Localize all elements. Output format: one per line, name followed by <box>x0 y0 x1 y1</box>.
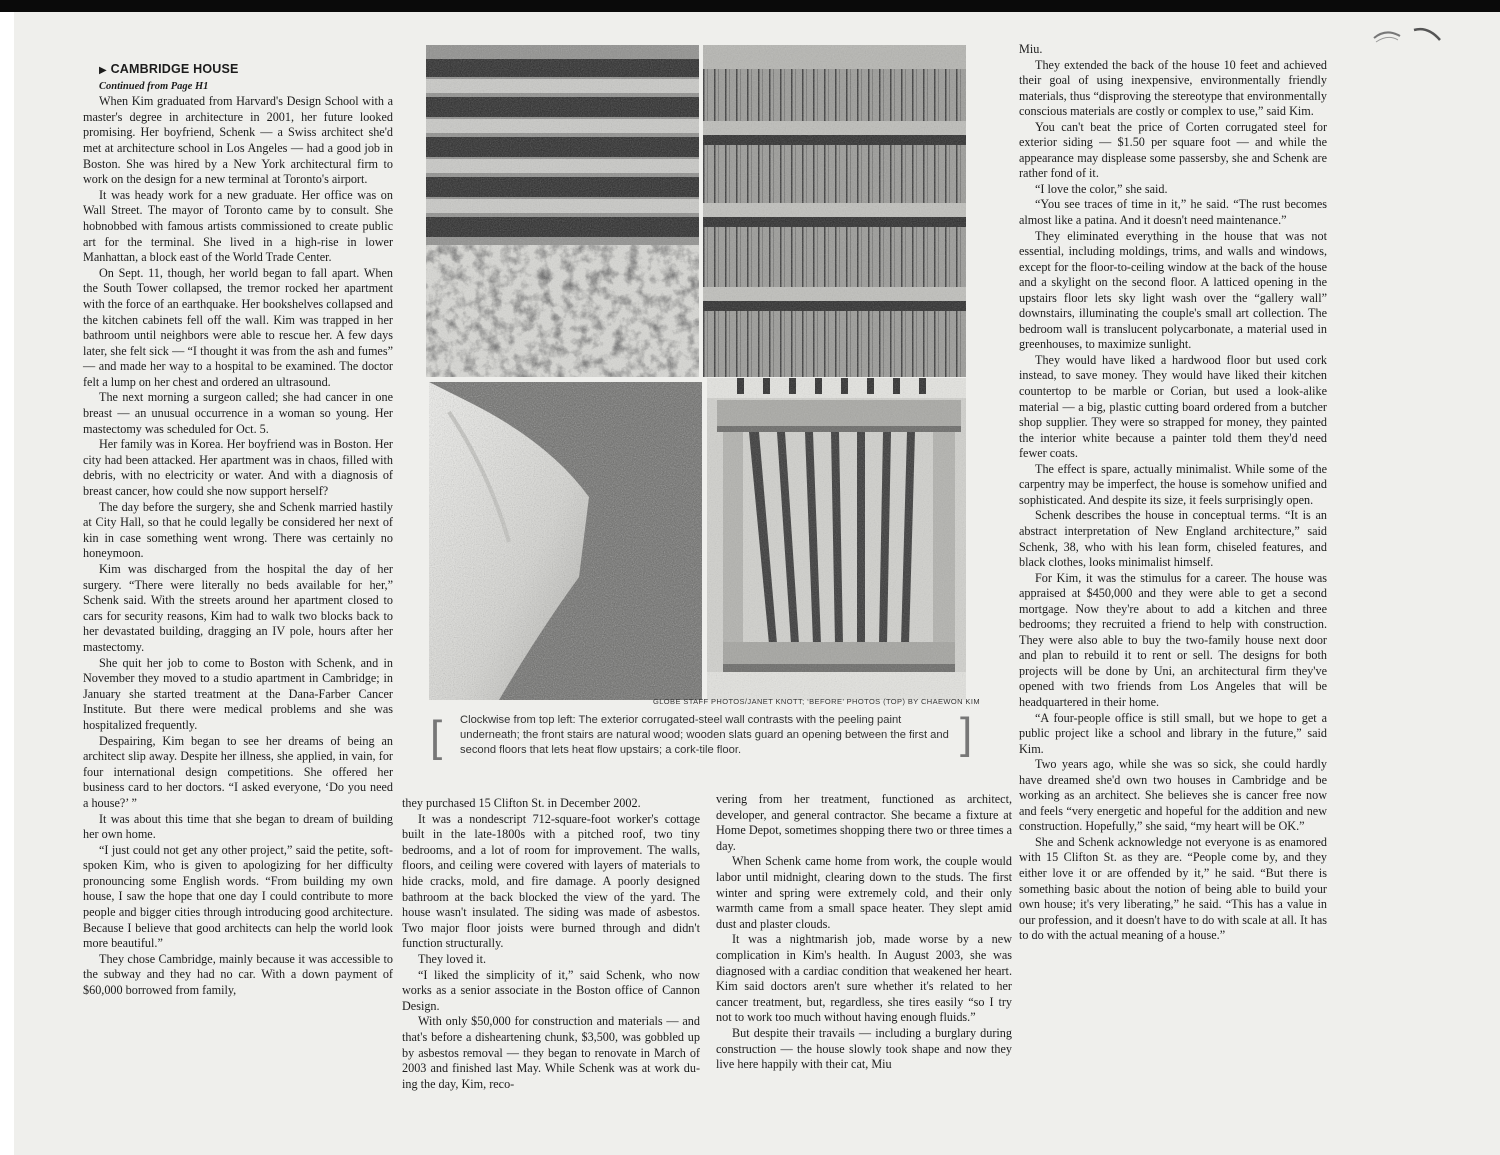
scan-top-edge <box>0 0 1500 12</box>
paragraph: “I just could not get any other project,” said the petite, soft-spoken Kim, who is given to apologizing for her difficulty pronouncing some English words. “From building my own house, I saw the hope that one day I could contribute to more people and bigger cities through introducing good architecture. Because I believe that good architects can help the world look more beautiful.” <box>83 842 393 951</box>
paragraph: “A four-people office is still small, but we hope to get a public project like a school and library in the future,” said Kim. <box>1019 710 1327 756</box>
newspaper-page <box>14 12 1500 1155</box>
paragraph: Kim was discharged from the hospital the day of her surgery. “There were literally no beds available for her,” Schenk said. With the streets around her apartment closed to cars for security reasons, Kim had to walk two blocks back to her devastated building, dragging an IV pole, hours after her mastectomy. <box>83 562 393 654</box>
paragraph: They would have liked a hardwood floor but used cork instead, to save money. They would have liked their kitchen countertop to be marble or Corian, but used a look-alike material — a big, plastic cutting board ordered from a butcher shop supplier. They were so strapped for money, they painted the interior white because a painter told them they'd need fewer coats. <box>1019 352 1327 461</box>
paragraph: The next morning a surgeon called; she had cancer in one breast — an unusual occurrence in a woman so young. Her mastectomy was scheduled for Oct. 5. <box>83 390 393 436</box>
paragraph: For Kim, it was the stimulus for a career. The house was appraised at $450,000 and they were able to get a second mortgage. Now they're about to add a kitchen and three bedrooms; they recruited a friend to help with construction. They were also able to buy the two-family house next door and plan to rebuild it to rent or sell. The designs for both projects will be done by Uni, an architectural firm they've opened with two friends from Los Angeles that will be headquartered in their home. <box>1019 570 1327 709</box>
paragraph: vering from her treatment, functioned as architect, developer, and general contractor. She became a fixture at Home Depot, sometimes shopping there two or three times a day. <box>716 792 1012 853</box>
photo-caption: Clockwise from top left: The exterior corrugated-steel wall contrasts with the peeling paint underneath; the front stairs are natural wood; wooden slats guard an opening between the first and second floors that lets heat flow upstairs; a cork-tile floor. <box>460 714 949 756</box>
scan-mark <box>1370 22 1450 52</box>
continued-line: Continued from Page H1 <box>99 80 209 92</box>
section-kicker <box>83 62 393 79</box>
paragraph: When Schenk came home from work, the couple would labor until midnight, clearing down to the studs. The first winter and spring were extremely cold, and their only warmth came from a small space heater. They slept amid dust and plaster clouds. <box>716 854 1012 931</box>
caption-bracket-right: ] <box>960 709 973 758</box>
paragraph: She and Schenk acknowledge not everyone is as enamored with 15 Clifton St. as they are. “People come by, and they either love it or are offended by it,” he said. “But there is something basic about the notion of being able to build your own house; it's very liberating,” he said. “This has a value in our profession, and it doesn't have to do with scale at all. It has to do with the actual meaning of a house.” <box>1019 834 1327 943</box>
paragraph: When Kim graduated from Harvard's Design School with a master's degree in architecture in 2001, her future looked promising. Her boyfriend, Schenk — a Swiss architect she'd met at architecture school in Los Angeles — had a good job in Boston. She was hired by a New York architectural firm to work on the design for a new terminal at Toronto's airport. <box>83 94 393 187</box>
paragraph: It was about this time that she began to dream of building her own home. <box>83 811 393 842</box>
paragraph: Despairing, Kim began to see her dreams of being an architect slip away. Despite her illness, she applied, in vain, for four international design competitions. She offered her business card to her doctors. “I asked everyone, ‘Do you need a house?’ ” <box>83 733 393 810</box>
paragraph: they purchased 15 Clifton St. in December 2002. <box>402 796 641 810</box>
paragraph: They loved it. <box>418 951 487 966</box>
kicker-label: CAMBRIDGE HOUSE <box>110 62 239 76</box>
article-column-1 <box>83 62 393 999</box>
paragraph: “I liked the simplicity of it,” said Schenk, who now works as a senior associate in the Boston office of Cannon Design. <box>402 967 700 1013</box>
paragraph: But despite their travails — including a burglary during construction — the house slowly took shape and now they live here happily with their cat, Miu <box>716 1025 1012 1072</box>
paragraph: “I love the color,” she said. <box>1035 181 1168 196</box>
paragraph: “You see traces of time in it,” he said. “The rust becomes almost like a patina. And it doesn't need maintenance.” <box>1019 197 1327 228</box>
article-column-2 <box>402 796 700 1092</box>
article-column-4 <box>1019 42 1327 944</box>
paragraph: Two years ago, while she was so sick, she could hardly have dreamed she'd own two houses in Cambridge and be working as an architect. She believes she is cancer free now and feels “very energetic and hopeful for the addition and new construction. Hopefully,” she said, “my heart will be OK.” <box>1019 757 1327 834</box>
paragraph: They chose Cambridge, mainly because it was accessible to the subway and they had no car. With a down payment of $60,000 borrowed from family, <box>83 951 393 998</box>
paragraph: Miu. <box>1019 42 1043 56</box>
photo-credit: GLOBE STAFF PHOTOS/JANET KNOTT; ‘BEFORE’ PHOTOS (TOP) BY CHAEWON KIM <box>653 697 980 706</box>
paragraph: The effect is spare, actually minimalist. While some of the carpentry may be imperfect, the house is somehow unified and sophisticated. And despite its size, it feels surprisingly open. <box>1019 461 1327 507</box>
paragraph: Her family was in Korea. Her boyfriend was in Boston. Her city had been attacked. Her apartment was in chaos, filled with debris, with no electricity or water. And with a diagnosis of breast cancer, how could she now support herself? <box>83 437 393 499</box>
article-column-3 <box>716 792 1012 1073</box>
paragraph: Schenk describes the house in conceptual terms. “It is an abstract interpretation of New England architecture,” said Schenk, 38, who with his lean form, chiseled features, and black clothes, looks minimalist himself. <box>1019 508 1327 570</box>
wooden-slats-photo <box>707 378 966 700</box>
paragraph: On Sept. 11, though, her world began to fall apart. When the South Tower collapsed, the tremor rocked her apartment with the force of an earthquake. Her bookshelves collapsed and the kitchen cabinets fell off the wall. Kim was trapped in her bathroom until neighbors were able to rescue her. A few days later, she felt sick — “I thought it was from the ash and fumes” — and made her way to a hospital to be examined. The doctor felt a lump on her chest and ordered an ultrasound. <box>83 265 393 389</box>
arrow-right-icon: ▶ <box>99 65 107 76</box>
cork-floor-photo <box>429 382 702 700</box>
caption-bracket-left: [ <box>430 712 443 761</box>
paragraph: She quit her job to come to Boston with Schenk, and in November they moved to a studio apartment in Cambridge; in January she started treatment at the Dana-Farber Cancer Institute. But there were medical problems and she was hospitalized frequently. <box>83 655 393 732</box>
paragraph: It was a nightmarish job, made worse by a new complication in Kim's health. In August 2003, she was diagnosed with a cardiac condition that weakened her heart. Kim said doctors aren't sure whether it's related to her cancer treatment, but, regardless, she tires easily “so I try not to work too much without having enough fluids.” <box>716 932 1012 1025</box>
wooden-stairs-photo <box>703 45 966 377</box>
paragraph: It was a nondescript 712-square-foot worker's cottage built in the late-1800s with a pitched roof, two tiny bedrooms, and a lot of room for improvement. The walls, floors, and ceiling were covered with layers of materials to hide cracks, mold, and fire damage. A poorly designed bathroom at the back blocked the view of the yard. The house wasn't insulated. The siding was made of asbestos. Two major floor joists were burned through and didn't function structurally. <box>402 811 700 951</box>
paragraph: You can't beat the price of Corten corrugated steel for exterior siding — $1.50 per square foot — and while the appearance may displease some passersby, she and Schenk are rather fond of it. <box>1019 119 1327 181</box>
paragraph: They eliminated everything in the house that was not essential, including moldings, trims, and walls and windows, except for the floor-to-ceiling window at the back of the house and a skylight on the second floor. A latticed opening in the upstairs floor lets sky light wash over the “gallery wall” downstairs, illuminating the couple's small art collection. The bedroom wall is translucent polycarbonate, a material used in greenhouses, to maximize sunlight. <box>1019 228 1327 352</box>
paragraph: It was heady work for a new graduate. Her office was on Wall Street. The mayor of Toronto came by to consult. She hobnobbed with famous artists commissioned to create public art for the terminal. She lived in a high-rise in lower Manhattan, a block east of the World Trade Center. <box>83 187 393 265</box>
paragraph: With only $50,000 for construction and materials — and that's before a disheartening chunk, $3,500, was gobbled up by asbestos removal — they began to renovate in March of 2003 and finished last May. While Schenk was at work du-ing the day, Kim, reco- <box>402 1014 700 1091</box>
paragraph: The day before the surgery, she and Schenk married hastily at City Hall, so that he could legally be considered her next of kin in case something went wrong. There was certainly no honeymoon. <box>83 499 393 561</box>
paragraph: They extended the back of the house 10 feet and achieved their goal of using inexpensive, environmentally friendly materials, thus “disproving the stereotype that environmentally conscious materials are costly or complex to use,” said Kim. <box>1019 57 1327 119</box>
corrugated-steel-wall-photo <box>426 45 699 377</box>
